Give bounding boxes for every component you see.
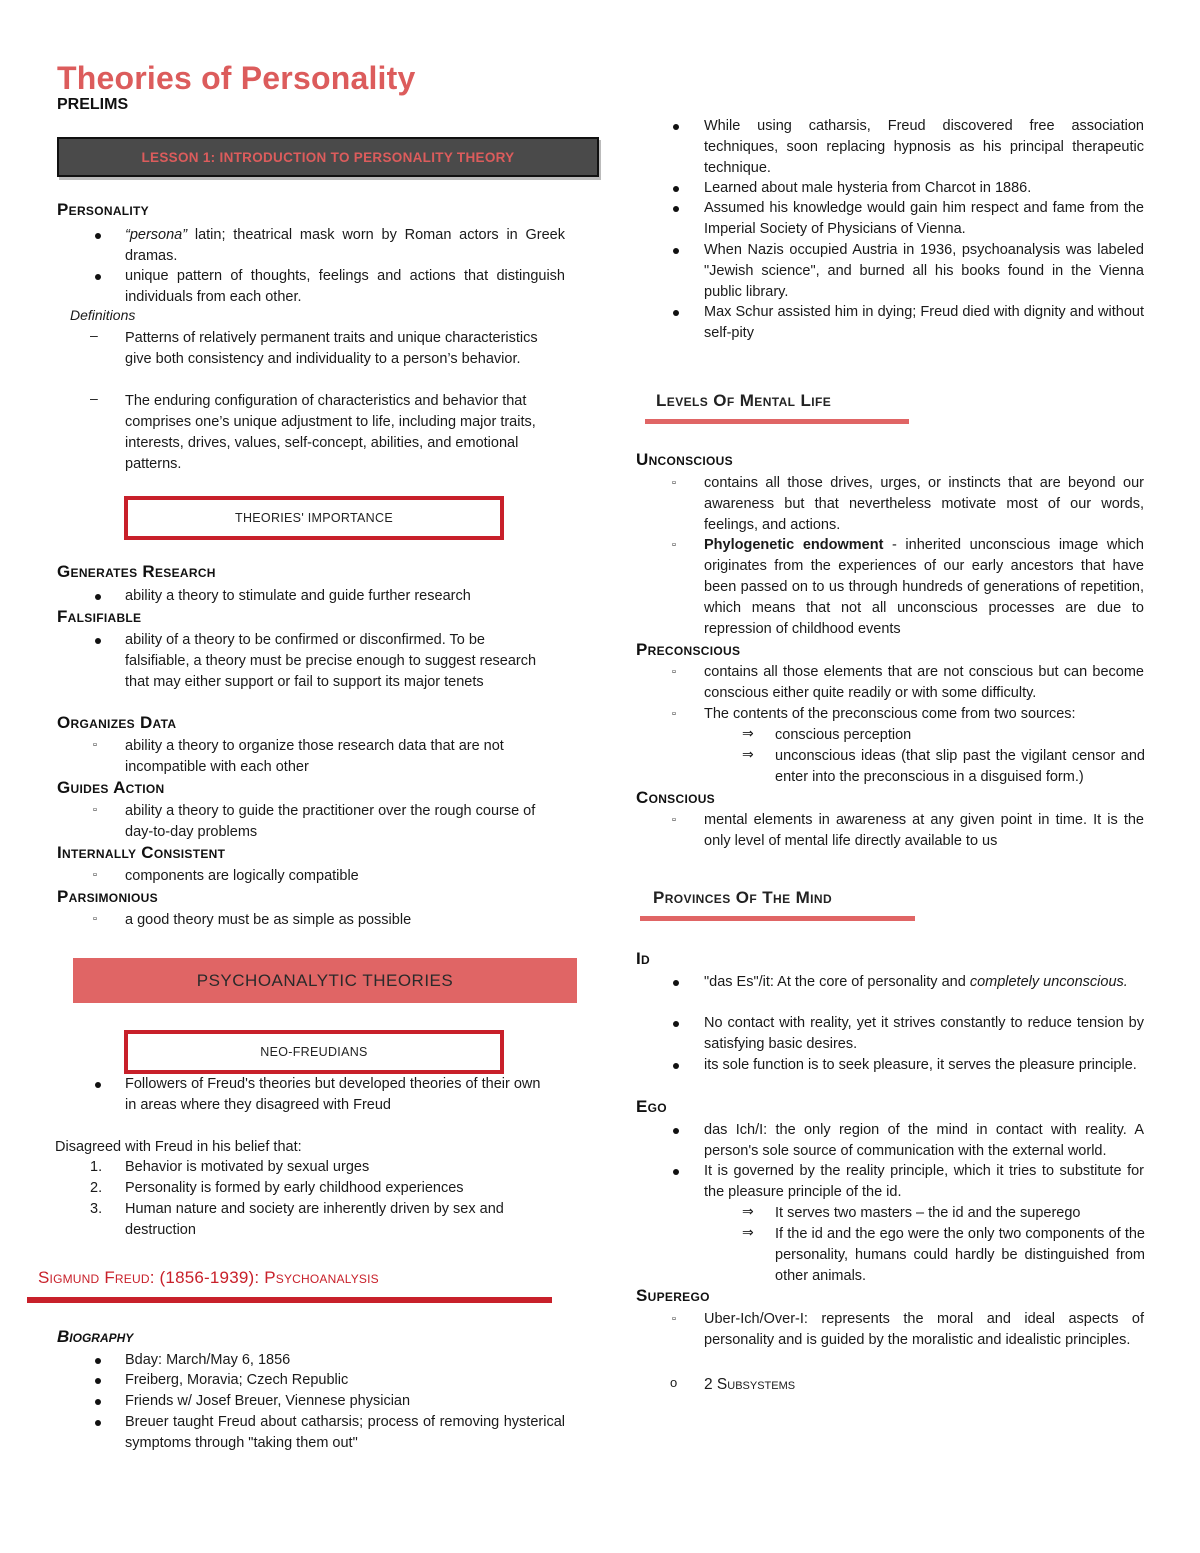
id-heading: Id [636, 949, 650, 968]
list-number: 3. [90, 1201, 103, 1217]
square-bullet-icon: ▫ [672, 539, 676, 551]
internally-consistent-heading: Internally Consistent [57, 843, 226, 862]
personality-bullet-2: unique pattern of thoughts, feelings and actions that distinguish individuals from each other. [125, 268, 565, 305]
page-subtitle: PRELIMS [57, 96, 129, 113]
ego-sub-2: If the id and the ego were the only two components of the personality, humans could hardly be distinguished from other animals. [775, 1226, 1145, 1284]
bullet-icon [95, 1082, 101, 1088]
square-bullet-icon: ▫ [672, 814, 676, 826]
bullet-icon [95, 594, 101, 600]
internally-consistent-text: components are logically compatible [125, 868, 359, 884]
bullet-icon [673, 1021, 679, 1027]
dash-icon: – [90, 390, 98, 406]
freud-heading: Sigmund Freud: (1856-1939): Psychoanalysis [38, 1268, 379, 1287]
biography-heading: Biography [57, 1327, 134, 1346]
square-bullet-icon: ▫ [672, 708, 676, 720]
arrow-icon: ⇒ [742, 725, 754, 741]
generates-research-heading: Generates Research [57, 562, 216, 581]
bullet-icon [673, 248, 679, 254]
provinces-underline [640, 916, 915, 921]
preconscious-source-2: unconscious ideas (that slip past the vigilant censor and enter into the preconscious in a disguised form.) [775, 748, 1145, 785]
bullet-icon [673, 1063, 679, 1069]
lesson-banner: LESSON 1: INTRODUCTION TO PERSONALITY THEORY [57, 137, 599, 177]
psychoanalytic-theories-banner: PSYCHOANALYTIC THEORIES [73, 958, 577, 1003]
theories-importance-box: THEORIES' IMPORTANCE [124, 496, 504, 540]
disagreed-item-2: Personality is formed by early childhood experiences [125, 1180, 464, 1196]
ego-text-2: It is governed by the reality principle, which it tries to substitute for the pleasure principle of the id. [704, 1163, 1144, 1200]
freud-item-schur: Max Schur assisted him in dying; Freud died with dignity and without self-pity [704, 304, 1144, 341]
freud-item-catharsis: While using catharsis, Freud discovered free association techniques, soon replacing hypnosis as his principal therapeutic technique. [704, 118, 1144, 176]
arrow-icon: ⇒ [742, 746, 754, 762]
provinces-heading: Provinces Of The Mind [653, 888, 833, 907]
preconscious-source-1: conscious perception [775, 727, 912, 743]
parsimonious-text: a good theory must be as simple as possible [125, 912, 412, 928]
id-text-2: No contact with reality, yet it strives constantly to reduce tension by satisfying basic desires. [704, 1015, 1144, 1052]
personality-heading: Personality [57, 200, 149, 219]
personality-bullet-1: “persona” latin; theatrical mask worn by Roman actors in Greek dramas. [125, 227, 565, 264]
ego-text-1: das Ich/I: the only region of the mind in contact with reality. A person's sole source of communication with the external world. [704, 1122, 1144, 1159]
disagreed-item-3: Human nature and society are inherently driven by sex and destruction [125, 1201, 504, 1238]
disagreed-item-1: Behavior is motivated by sexual urges [125, 1159, 370, 1175]
neo-freudians-text: Followers of Freud's theories but developed theories of their own in areas where they disagreed with Freud [125, 1076, 541, 1113]
unconscious-text-1: contains all those drives, urges, or instincts that are beyond our awareness but that nevertheless motivate most of our words, feelings, and actions. [704, 475, 1144, 533]
bullet-icon [673, 124, 679, 130]
levels-underline [645, 419, 909, 424]
square-bullet-icon: ▫ [93, 913, 97, 925]
falsifiable-heading: Falsifiable [57, 607, 142, 626]
square-bullet-icon: ▫ [672, 1313, 676, 1325]
unconscious-text-2: Phylogenetic endowment - inherited unconscious image which originates from the experiences of our early ancestors that have been passed on to us through hundreds of generations of repetition, which means that not all unconscious processes are due to repression of childhood events [704, 537, 1144, 637]
falsifiable-text: ability of a theory to be confirmed or disconfirmed. To be falsifiable, a theory must be precise enough to suggest research that may either support or fail to support its major tenets [125, 632, 537, 690]
bullet-icon [95, 274, 101, 280]
id-text-3: its sole function is to seek pleasure, it serves the pleasure principle. [704, 1057, 1137, 1073]
definition-2: The enduring configuration of characteristics and behavior that comprises one’s unique adjustment to life, including major traits, interests, drives, values, self-concept, abilities, and emotional patterns. [125, 393, 536, 472]
list-number: 2. [90, 1180, 103, 1196]
freud-item-charcot: Learned about male hysteria from Charcot in 1886. [704, 180, 1032, 196]
parsimonious-heading: Parsimonious [57, 887, 158, 906]
ego-heading: Ego [636, 1097, 667, 1116]
neo-freudians-box: NEO-FREUDIANS [124, 1030, 504, 1074]
bio-item-1: Bday: March/May 6, 1856 [125, 1352, 291, 1368]
organizes-data-heading: Organizes Data [57, 713, 177, 732]
square-bullet-icon: ▫ [93, 869, 97, 881]
guides-action-heading: Guides Action [57, 778, 165, 797]
freud-item-nazis: When Nazis occupied Austria in 1936, psychoanalysis was labeled "Jewish science", and burned all his books found in the Vienna public library. [704, 242, 1144, 300]
superego-heading: Superego [636, 1286, 710, 1305]
definitions-label: Definitions [70, 307, 136, 323]
dash-icon: – [90, 327, 98, 343]
bullet-icon [95, 1378, 101, 1384]
levels-heading: Levels Of Mental Life [656, 391, 832, 410]
square-bullet-icon: ▫ [93, 804, 97, 816]
bullet-icon [673, 186, 679, 192]
bio-item-3: Friends w/ Josef Breuer, Viennese physician [125, 1393, 411, 1409]
unconscious-heading: Unconscious [636, 450, 733, 469]
preconscious-text-2: The contents of the preconscious come from two sources: [704, 706, 1076, 722]
bio-item-4: Breuer taught Freud about catharsis; process of removing hysterical symptoms through "taking them out" [125, 1414, 565, 1451]
superego-subsystems: 2 Subsystems [704, 1376, 796, 1393]
freud-underline [27, 1297, 552, 1303]
disagreed-intro: Disagreed with Freud in his belief that: [55, 1139, 302, 1155]
id-text-1: "das Es"/it: At the core of personality and completely unconscious. [704, 974, 1128, 990]
bullet-icon [95, 1399, 101, 1405]
generates-research-text: ability a theory to stimulate and guide further research [125, 588, 471, 604]
circle-bullet-icon: o [670, 1375, 678, 1390]
arrow-icon: ⇒ [742, 1203, 754, 1219]
guides-action-text: ability a theory to guide the practitioner over the rough course of day-to-day problems [125, 803, 536, 840]
bullet-icon [95, 1420, 101, 1426]
arrow-icon: ⇒ [742, 1224, 754, 1240]
square-bullet-icon: ▫ [93, 739, 97, 751]
conscious-heading: Conscious [636, 788, 715, 807]
definition-1: Patterns of relatively permanent traits and unique characteristics give both consistency and individuality to a person’s behavior. [125, 330, 538, 367]
organizes-data-text: ability a theory to organize those research data that are not incompatible with each other [125, 738, 504, 775]
bullet-icon [673, 206, 679, 212]
superego-text-1: Uber-Ich/Over-I: represents the moral and ideal aspects of personality and is guided by the moralistic and idealistic principles. [704, 1311, 1144, 1348]
ego-sub-1: It serves two masters – the id and the superego [775, 1205, 1081, 1221]
bullet-icon [673, 1128, 679, 1134]
bullet-icon [673, 310, 679, 316]
bio-item-2: Freiberg, Moravia; Czech Republic [125, 1372, 349, 1388]
bullet-icon [95, 233, 101, 239]
square-bullet-icon: ▫ [672, 477, 676, 489]
bullet-icon [95, 638, 101, 644]
conscious-text: mental elements in awareness at any given point in time. It is the only level of mental life directly available to us [704, 812, 1144, 849]
list-number: 1. [90, 1159, 103, 1175]
preconscious-heading: Preconscious [636, 640, 741, 659]
bullet-icon [95, 1358, 101, 1364]
bullet-icon [673, 1169, 679, 1175]
freud-item-imperial: Assumed his knowledge would gain him respect and fame from the Imperial Society of Physicians of Vienna. [704, 200, 1144, 237]
square-bullet-icon: ▫ [672, 666, 676, 678]
page-title: Theories of Personality [57, 60, 416, 96]
bullet-icon [673, 980, 679, 986]
preconscious-text-1: contains all those elements that are not conscious but can become conscious either quite readily or with some difficulty. [704, 664, 1144, 701]
